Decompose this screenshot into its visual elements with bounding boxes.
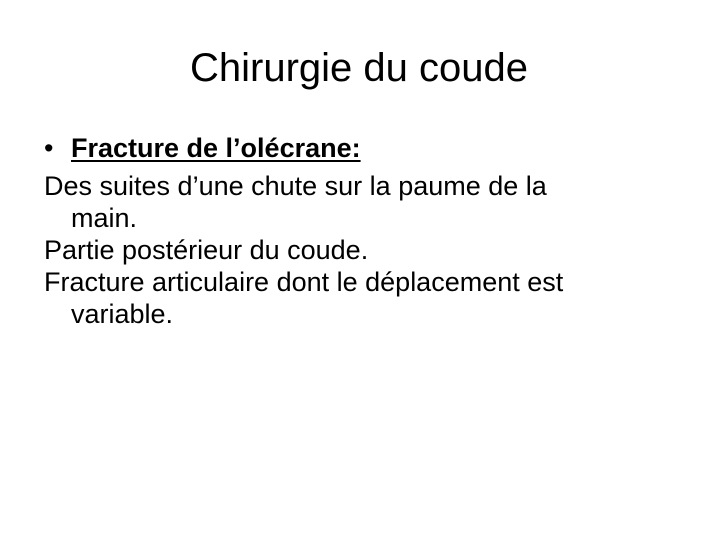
text-line-1: Des suites d’une chute sur la paume de la <box>44 171 547 201</box>
text-line-2: main. <box>71 203 138 233</box>
text-line-5: variable. <box>71 299 174 329</box>
bullet-heading: Fracture de l’olécrane: <box>71 133 361 163</box>
slide-body <box>44 132 684 330</box>
bullet-item <box>44 132 684 164</box>
bullet-icon: • <box>44 133 54 163</box>
text-line-4: Fracture articulaire dont le déplacement est <box>44 267 564 297</box>
text-line-3: Partie postérieur du coude. <box>44 235 369 265</box>
slide-title: Chirurgie du coude <box>190 46 528 90</box>
